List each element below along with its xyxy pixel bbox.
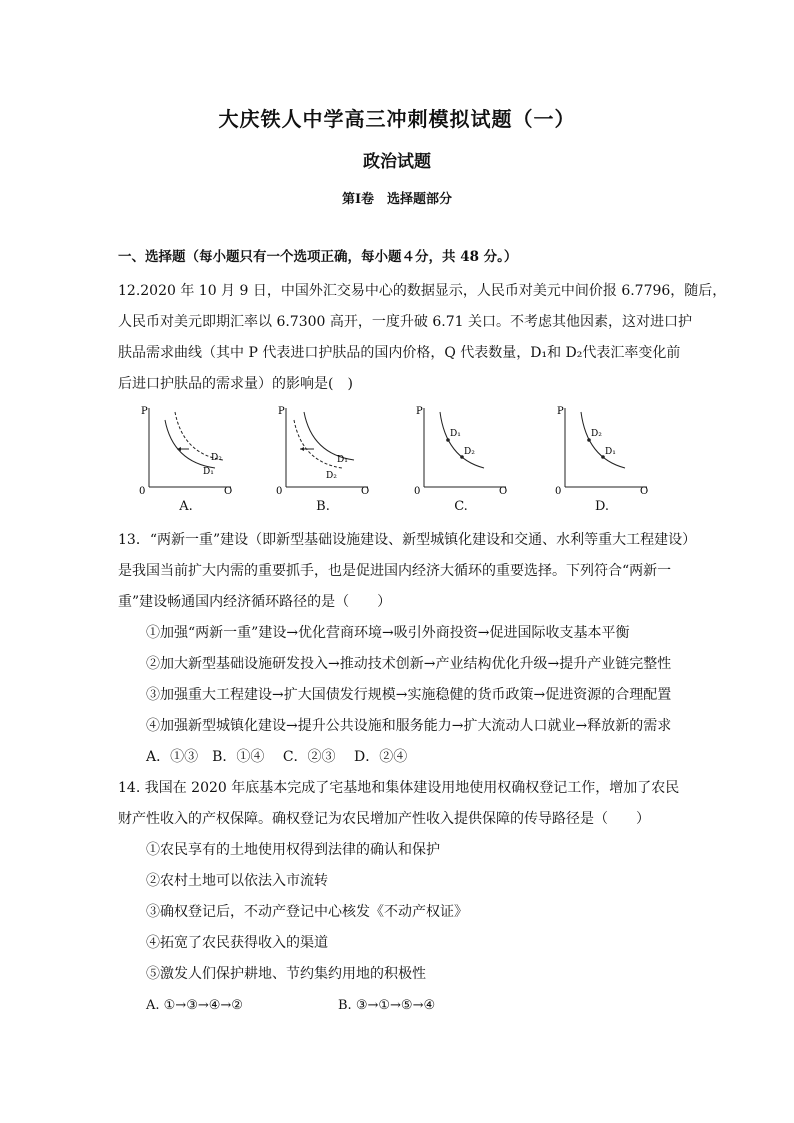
q13-answers: A．①③ B．①④ C．②③ D．②④ [146, 749, 408, 765]
graph-a-label-d1: D₁ [203, 467, 214, 477]
q13-line-2: 是我国当前扩大内需的重要抓手，也是促进国内经济大循环的重要选择。下列符合“两新一 [118, 563, 672, 579]
graph-d-q-label: Q [640, 486, 649, 494]
q12-line-3: 肤品需求曲线（其中 P 代表进口护肤品的国内价格，Q 代表数量，D₁和 D₂代表汇率变化前 [118, 345, 681, 361]
exam-title: 大庆铁人中学高三冲刺模拟试题（一） [218, 107, 576, 131]
q14-option-1: ①农民享有的土地使用权得到法律的确认和保护 [146, 842, 440, 858]
q14-option-2: ②农村土地可以依法入市流转 [146, 873, 328, 889]
graph-b-p-label: P [278, 406, 285, 417]
q12-line-1: 12.2020 年 10 月 9 日，中国外汇交易中心的数据显示，人民币对美元中间价报 6.7796，随后， [118, 283, 727, 299]
q12-line-2: 人民币对美元即期汇率以 6.7300 高开，一度升破 6.71 关口。不考虑其他因素，这对进口护 [118, 314, 692, 330]
graph-c-label-d2: D₂ [464, 447, 475, 457]
graph-c-letter: C. [454, 499, 468, 514]
graph-a-label-d2: D₂ [211, 453, 222, 463]
q13-option-4: ④加强新型城镇化建设→提升公共设施和服务能力→扩大流动人口就业→释放新的需求 [146, 718, 672, 734]
graph-d-label-d2: D₂ [591, 429, 602, 439]
q14-option-5: ⑤激发人们保护耕地、节约集约用地的积极性 [146, 966, 426, 982]
subject-title: 政治试题 [363, 152, 431, 172]
graph-b-q-label: Q [361, 486, 370, 494]
graph-c-label-d1: D₁ [450, 429, 461, 439]
q14-line-2: 财产性收入的产权保障。确权登记为农民增加产性收入提供保障的传导路径是（ ） [118, 811, 650, 827]
q13-option-3: ③加强重大工程建设→扩大国债发行规模→实施稳健的货币政策→促进资源的合理配置 [146, 687, 672, 703]
graph-b-origin: 0 [276, 486, 283, 494]
graph-a [135, 402, 235, 494]
q14-line-1: 14. 我国在 2020 年底基本完成了宅基地和集体建设用地使用权确权登记工作，增加了农民 [118, 780, 680, 796]
graph-d [551, 402, 651, 494]
graph-b-curve-d1 [304, 412, 354, 460]
graph-b-label-d2: D₂ [326, 471, 337, 481]
graph-d-origin: 0 [555, 486, 562, 494]
graph-d-p-label: P [557, 406, 564, 417]
graph-b-letter: B. [316, 499, 330, 514]
graph-a-letter: A. [179, 499, 193, 514]
graph-a-origin: 0 [139, 486, 146, 494]
q13-option-1: ①加强“两新一重”建设→优化营商环境→吸引外商投资→促进国际收支基本平衡 [146, 625, 630, 641]
q14-answer-b: B. ③→①→⑤→④ [338, 998, 436, 1013]
q14-answer-a: A. ①→③→④→② [146, 998, 243, 1013]
q12-line-4: 后进口护肤品的需求量）的影响是( ) [118, 376, 353, 392]
graph-c [410, 402, 510, 494]
q14-option-3: ③确权登记后，不动产登记中心核发《不动产权证》 [146, 904, 468, 920]
graph-c-origin: 0 [414, 486, 421, 494]
graph-c-q-label: Q [499, 486, 508, 494]
graph-a-p-label: P [141, 406, 148, 417]
q13-line-3: 重”建设畅通国内经济循环路径的是（ ） [118, 594, 392, 610]
graph-b-curve-d2 [294, 420, 342, 468]
part-title: 第Ⅰ卷 选择题部分 [341, 192, 453, 207]
graph-b-arrowhead [300, 447, 304, 451]
graph-d-letter: D. [594, 499, 610, 514]
graph-b [272, 402, 372, 494]
q14-option-4: ④拓宽了农民获得收入的渠道 [146, 935, 328, 951]
graph-c-p-label: P [416, 406, 423, 417]
graph-a-q-label: Q [224, 486, 233, 494]
graph-b-label-d1: D₁ [337, 455, 348, 465]
graph-d-label-d1: D₁ [605, 447, 616, 457]
section-heading: 一、选择题（每小题只有一个选项正确，每小题４分，共 48 分。） [118, 249, 518, 265]
q13-line-1: 13．“两新一重”建设（即新型基础设施建设、新型城镇化建设和交通、水利等重大工程建设） [118, 532, 697, 548]
q13-option-2: ②加大新型基础设施研发投入→推动技术创新→产业结构优化升级→提升产业链完整性 [146, 656, 672, 672]
